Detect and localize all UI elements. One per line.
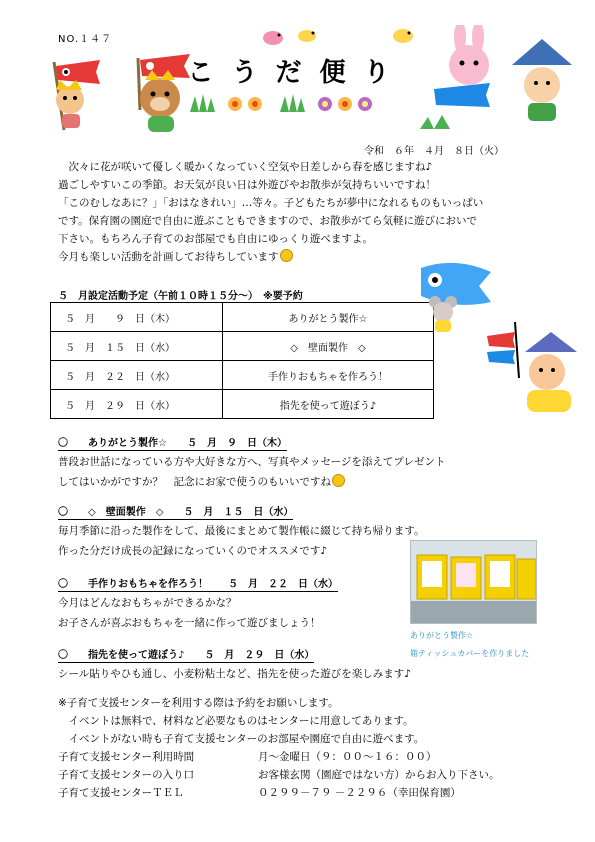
flowers-grass-decoration — [185, 92, 405, 114]
section-heading: 〇 ありがとう製作☆ ５ 月 ９ 日（木） — [58, 438, 287, 449]
intro-line: 次々に花が咲いて優しく暖かくなっていく空気や日差しから春を感じますね♪ — [58, 161, 433, 173]
smiley-icon — [280, 249, 293, 262]
header-left-illustration — [20, 40, 200, 135]
section-line: お子さんが喜ぶおもちゃを一緒に作って遊びましょう！ — [58, 617, 321, 629]
issue-date: 令和 ６年 ４月 ８日（火） — [364, 146, 504, 157]
intro-line: 過ごしやすいこの季節。お天気が良い日は外遊びやお散歩が気持ちいいですね！ — [58, 179, 436, 191]
schedule-activity: ありがとう製作☆ — [223, 303, 434, 332]
child-samurai-helmet-icon — [512, 39, 572, 121]
intro-line: 今月も楽しい活動を計画してお待ちしています — [58, 248, 498, 266]
info-label: 子育て支援センターＴＥＬ — [58, 787, 184, 799]
dog-character-icon — [56, 80, 84, 128]
table-row — [51, 303, 434, 332]
photo-caption: 箱ティッシュカバーを作りました — [410, 649, 530, 658]
info-line: イベントは無料で、材料など必要なものはセンターに用意してあります。 — [58, 715, 414, 727]
info-label: 子育て支援センター利用時間 — [58, 751, 195, 763]
craft-photo — [410, 540, 537, 624]
flower-icon — [318, 97, 332, 111]
carp-streamer-icon — [487, 322, 519, 378]
section-heading: 〇 指先を使って遊ぼう♪ ５ 月 ２９ 日（水） — [58, 650, 315, 661]
child-carp-illustration — [485, 318, 585, 418]
section-line: シール貼りやひも通し、小麦粉粘土など、指先を使った遊びを楽しみます♪ — [58, 668, 411, 680]
schedule-table — [50, 302, 434, 419]
table-row — [51, 361, 434, 390]
intro-paragraph — [58, 158, 498, 266]
smiley-icon — [332, 474, 345, 487]
issue-number: NO.１４７ — [58, 34, 113, 45]
bird-icon — [298, 30, 316, 42]
schedule-date: ５ 月 ９ 日（木） — [51, 303, 223, 332]
schedule-date: ５ 月 ２２ 日（水） — [51, 361, 223, 390]
section-heading: 〇 手作りおもちゃを作ろう！ ５ 月 ２２ 日（水） — [58, 579, 338, 590]
section-line: してはいかがですか？ 記念にお家で使うのもいいですね — [58, 472, 445, 492]
schedule-activity: ◇ 壁面製作 ◇ — [223, 332, 434, 361]
info-label: 子育て支援センターの入り口 — [58, 769, 195, 781]
info-row-tel — [58, 784, 500, 802]
schedule-date: ５ 月 ２９ 日（水） — [51, 390, 223, 419]
bird-icon — [393, 29, 413, 43]
section-line: 毎月季節に沿った製作をして、最後にまとめて製作帳に綴じて持ち帰ります。 — [58, 525, 425, 537]
info-value: お客様玄関（園庭ではない方）からお入り下さい。 — [258, 769, 500, 781]
section-line: 普段お世話になっている方や大好きな方へ、写真やメッセージを添えてプレゼント — [58, 456, 446, 468]
flower-icon — [338, 97, 352, 111]
rabbit-character-icon — [434, 25, 490, 107]
table-row — [51, 332, 434, 361]
flower-icon — [248, 97, 262, 111]
child-samurai-helmet-icon — [525, 332, 577, 412]
info-row-hours — [58, 748, 500, 766]
table-row — [51, 390, 434, 419]
info-value: ０２９９－７９ －２２９６（幸田保育園） — [258, 787, 461, 799]
newsletter-title: こうだ便り — [187, 58, 408, 88]
bear-character-icon — [140, 70, 180, 132]
intro-line: 「このむしなあに？」「おはなきれい」…等々。子どもたちが夢中になれるものもいっぱい — [58, 197, 484, 209]
section-wall-craft — [58, 500, 424, 561]
schedule-date: ５ 月 １５ 日（水） — [51, 332, 223, 361]
center-info — [58, 694, 500, 802]
intro-line: 下さい。もちろん子育てのお部屋でも自由にゆっくり遊べますよ。 — [58, 233, 373, 245]
info-value: 月～金曜日（９：００～１６：００） — [258, 751, 437, 763]
schedule-activity: 手作りおもちゃを作ろう！ — [223, 361, 434, 390]
section-line: 作った分だけ成長の記録になっていくのでオススメです♪ — [58, 545, 328, 557]
section-line: 今月はどんなおもちゃができるかな？ — [58, 597, 237, 609]
section-finger-play — [58, 643, 411, 684]
tissue-box-covers-image — [411, 541, 536, 623]
flower-icon — [358, 97, 372, 111]
section-thankyou-craft — [58, 431, 445, 492]
info-line: イベントがない時も子育て支援センターのお部屋や園庭で自由に遊べます。 — [58, 733, 425, 745]
schedule-activity: 指先を使って遊ぼう♪ — [223, 390, 434, 419]
birds-decoration — [255, 22, 425, 52]
schedule-heading: ５ 月設定活動予定（午前１０時１５分～） ※要予約 — [58, 291, 303, 302]
photo-caption: ありがとう製作☆ — [410, 631, 474, 640]
section-handmade-toys — [58, 572, 338, 633]
section-heading: 〇 ◇ 壁面製作 ◇ ５ 月 １５ 日（水） — [58, 507, 294, 518]
info-row-entrance — [58, 766, 500, 784]
reservation-note: ※子育て支援センターを利用する際は予約をお願いします。 — [58, 697, 339, 709]
bird-icon — [263, 31, 283, 45]
flower-icon — [228, 97, 242, 111]
intro-line: です。保育園の園庭で自由に遊ぶこともできますので、お散歩がてら気軽に遊びにおいで — [58, 215, 477, 227]
header-right-illustration — [420, 25, 580, 135]
